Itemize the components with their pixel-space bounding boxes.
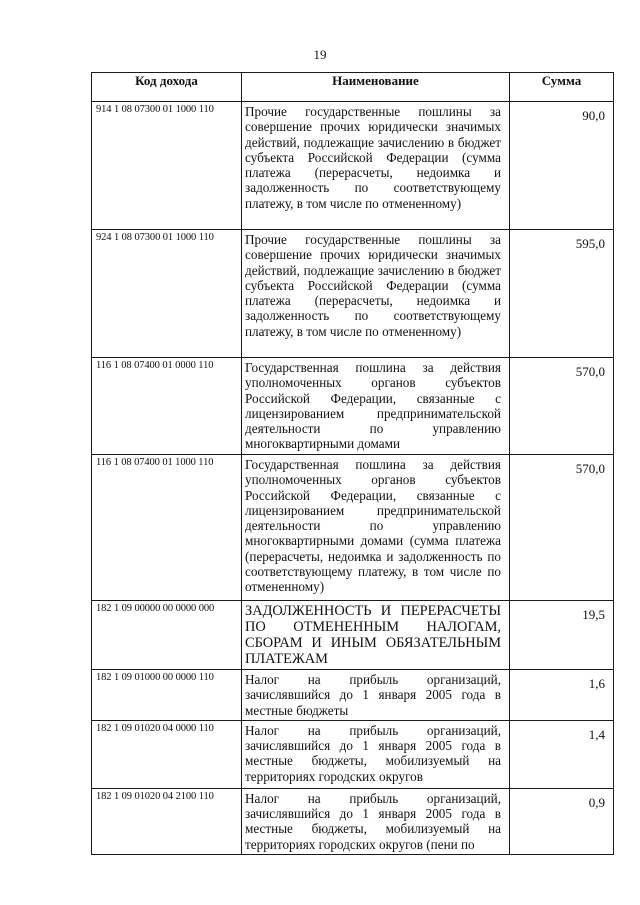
row-name: Государственная пошлина за действия уполномоченных органов субъектов Российской Федерации, связанные с лицензированием предпринимательской деятельности по управлению многоквартирными домами (сумма платежа (перерасчеты, недоимка и задолженность по соответствующему платежу, в том числе по отмененному) <box>242 455 510 601</box>
row-sum: 19,5 <box>510 601 614 670</box>
table-row <box>92 455 614 601</box>
table-header-row <box>92 73 614 102</box>
row-code: 116 1 08 07400 01 1000 110 <box>92 455 242 601</box>
row-sum: 570,0 <box>510 358 614 455</box>
header-sum: Сумма <box>510 73 614 102</box>
revenue-table <box>91 72 614 855</box>
row-sum: 570,0 <box>510 455 614 601</box>
row-name: Прочие государственные пошлины за совершение прочих юридически значимых действий, подлежащие зачислению в бюджет субъекта Российской Федерации (сумма платежа (перерасчеты, недоимка и задолженность по соответствующему платежу, в том числе по отмененному) <box>242 102 510 230</box>
table-row <box>92 601 614 670</box>
table-row <box>92 670 614 721</box>
table-row <box>92 720 614 788</box>
row-code: 182 1 09 01000 00 0000 110 <box>92 670 242 721</box>
row-sum: 90,0 <box>510 102 614 230</box>
table-row <box>92 102 614 230</box>
row-name: Прочие государственные пошлины за совершение прочих юридически значимых действий, подлежащие зачислению в бюджет субъекта Российской Федерации (сумма платежа (перерасчеты, недоимка и задолженность по соответствующему платежу, в том числе по отмененному) <box>242 230 510 358</box>
row-code: 914 1 08 07300 01 1000 110 <box>92 102 242 230</box>
row-sum: 0,9 <box>510 788 614 854</box>
table-row <box>92 788 614 854</box>
page-number: 19 <box>313 47 327 62</box>
row-code: 116 1 08 07400 01 0000 110 <box>92 358 242 455</box>
row-name: Налог на прибыль организаций, зачислявшийся до 1 января 2005 года в местные бюджеты <box>242 670 510 721</box>
row-name: Налог на прибыль организаций, зачислявшийся до 1 января 2005 года в местные бюджеты, мобилизуемый на территориях городских округов (пени по <box>242 788 510 854</box>
table-row <box>92 230 614 358</box>
row-code: 182 1 09 01020 04 2100 110 <box>92 788 242 854</box>
row-code: 182 1 09 00000 00 0000 000 <box>92 601 242 670</box>
row-name: Налог на прибыль организаций, зачислявшийся до 1 января 2005 года в местные бюджеты, мобилизуемый на территориях городских округов <box>242 720 510 788</box>
row-name: Государственная пошлина за действия уполномоченных органов субъектов Российской Федерации, связанные с лицензированием предпринимательской деятельности по управлению многоквартирными домами <box>242 358 510 455</box>
table-row <box>92 358 614 455</box>
row-sum: 595,0 <box>510 230 614 358</box>
row-name: ЗАДОЛЖЕННОСТЬ И ПЕРЕРАСЧЕТЫ ПО ОТМЕНЕННЫМ НАЛОГАМ, СБОРАМ И ИНЫМ ОБЯЗАТЕЛЬНЫМ ПЛАТЕЖАМ <box>242 601 510 670</box>
row-code: 182 1 09 01020 04 0000 110 <box>92 720 242 788</box>
row-code: 924 1 08 07300 01 1000 110 <box>92 230 242 358</box>
row-sum: 1,4 <box>510 720 614 788</box>
header-code: Код дохода <box>92 73 242 102</box>
header-name: Наименование <box>242 73 510 102</box>
row-sum: 1,6 <box>510 670 614 721</box>
